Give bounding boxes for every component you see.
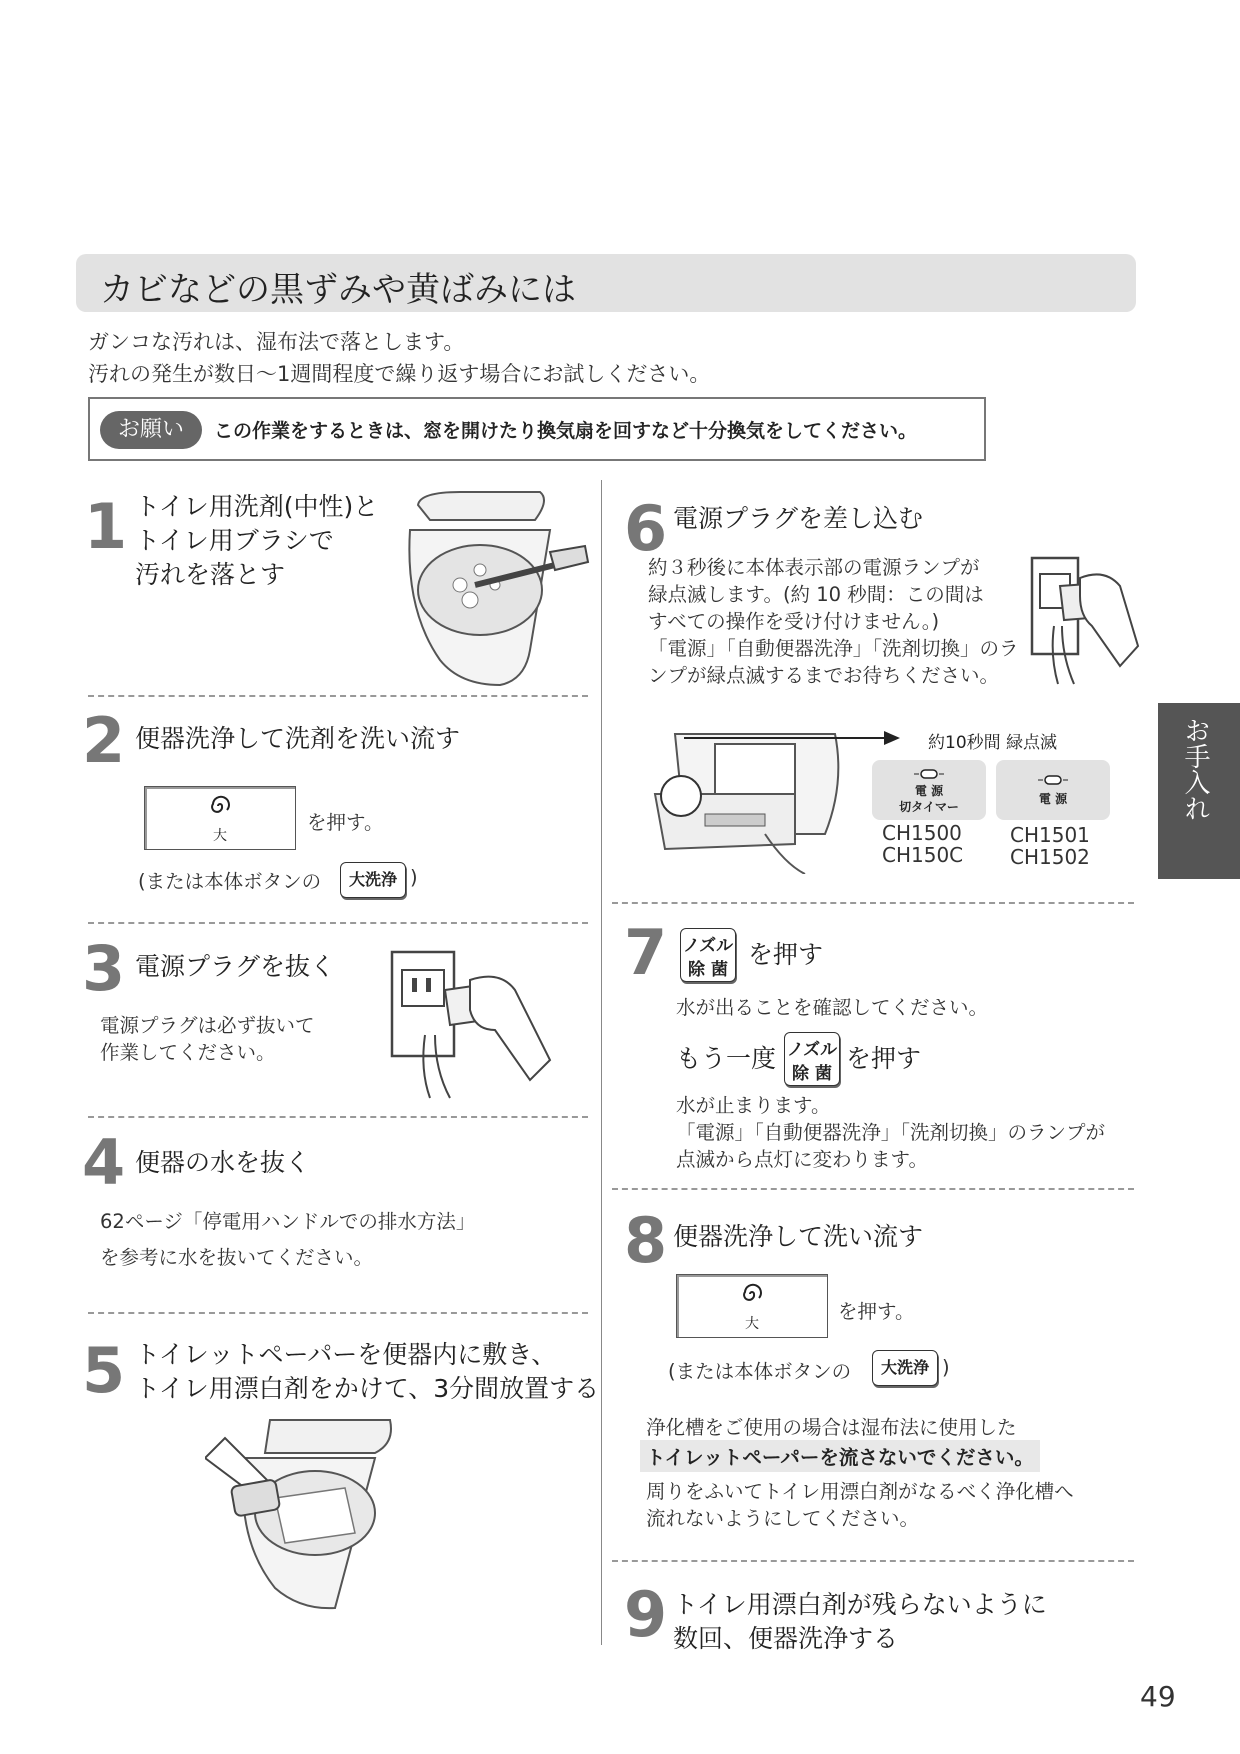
step-8-number: 8	[624, 1204, 668, 1277]
step-7-press: を押す	[748, 940, 824, 969]
section-title: カビなどの黒ずみや黄ばみには	[100, 270, 576, 310]
step-1-title	[135, 490, 378, 592]
step-7-body-line: 水が止まります。	[676, 1094, 831, 1117]
model-name: CH150C	[882, 843, 964, 867]
flush-large-label: 大	[213, 828, 227, 844]
step-6-body-line: ンプが緑点滅するまでお待ちください。	[648, 664, 1000, 687]
step-9-line: 数回、便器洗浄する	[673, 1624, 899, 1653]
column-divider	[601, 480, 602, 1645]
step-2-title: 便器洗浄して洗剤を洗い流す	[135, 724, 461, 753]
blink-duration-label: 約10秒間 緑点滅	[928, 733, 1058, 753]
step-4-title: 便器の水を抜く	[135, 1148, 311, 1177]
step-9-number: 9	[624, 1578, 668, 1651]
model-name: CH1501	[1010, 823, 1090, 847]
step-1-line: 汚れを落とす	[135, 560, 286, 589]
step-3-title: 電源プラグを抜く	[135, 952, 336, 981]
lamp-blink-icon	[912, 766, 946, 782]
step-5-line: トイレットペーパーを便器内に敷き、	[135, 1340, 557, 1369]
swirl-icon	[739, 1281, 765, 1307]
step-6-title: 電源プラグを差し込む	[673, 504, 924, 533]
step-6-body-line: 緑点滅します。(約 10 秒間：この間は	[648, 583, 984, 606]
flush-large-button[interactable]	[144, 786, 296, 850]
model-name: CH1502	[1010, 845, 1090, 869]
step-8-note-line: 流れないようにしてください。	[646, 1507, 920, 1530]
step-5-line: トイレ用漂白剤をかけて、3分間放置する	[135, 1374, 600, 1403]
model-name: CH1500	[882, 821, 962, 845]
notice-badge: お願い	[100, 411, 202, 449]
step-6-body	[648, 554, 1019, 689]
lamp-panel-ch1500	[872, 760, 986, 820]
lamp-1-top-label: 電 源	[914, 784, 944, 798]
body-large-flush-button[interactable]: 大洗浄	[340, 862, 406, 898]
step-divider	[88, 922, 588, 924]
swirl-icon	[207, 793, 233, 819]
step-divider	[88, 1312, 588, 1314]
lamp-1-bottom-label: 切タイマー	[899, 800, 959, 814]
step-3-body-line: 電源プラグは必ず抜いて	[100, 1014, 315, 1037]
step-1-line: トイレ用ブラシで	[135, 526, 334, 555]
step-6-body-line: すべての操作を受け付けません。)	[648, 610, 940, 633]
step-2-alt-text: (または本体ボタンの	[138, 870, 322, 893]
step-6-number: 6	[624, 492, 668, 565]
nozzle-button-bottom: 除 菌	[792, 1064, 832, 1084]
step-8-note-1: 浄化槽をご使用の場合は湿布法に使用した	[646, 1416, 1017, 1439]
lamp-2-label: 電 源	[1038, 792, 1068, 806]
step-9-title	[673, 1588, 1047, 1656]
step-1-number: 1	[84, 490, 128, 563]
step-8-note-2	[646, 1478, 1074, 1532]
step-divider	[88, 1116, 588, 1118]
step-8-warning: トイレットペーパーを流さないでください。	[640, 1440, 1040, 1472]
side-tab	[1158, 703, 1240, 879]
toilet-brush-illustration	[400, 490, 590, 690]
step-divider	[612, 1188, 1134, 1190]
step-6-body-line: 約３秒後に本体表示部の電源ランプが	[648, 556, 980, 579]
unplug-illustration	[390, 950, 560, 1100]
step-8-alt-close: )	[942, 1356, 950, 1379]
lamp-blink-icon	[1036, 772, 1070, 788]
step-4-body-ref: 62ページ「停電用ハンドルでの排水方法」	[100, 1210, 476, 1233]
intro-line-2: 汚れの発生が数日〜1週間程度で繰り返す場合にお試しください。	[88, 362, 711, 386]
nozzle-sterilize-button-again[interactable]	[784, 1032, 840, 1086]
step-7-body-line: 「電源」「自動便器洗浄」「洗剤切換」のランプが	[676, 1121, 1106, 1144]
step-8-title: 便器洗浄して洗い流す	[673, 1222, 924, 1251]
nozzle-button-top: ノズル	[682, 936, 734, 956]
step-7-body-line: 点滅から点灯に変わります。	[676, 1148, 928, 1171]
lamp-panel-ch1501	[996, 760, 1110, 820]
step-7-number: 7	[624, 916, 668, 989]
side-tab-label: お手入れ	[1180, 717, 1210, 821]
step-7-again-post: を押す	[846, 1044, 922, 1073]
notice-box	[88, 397, 986, 461]
step-9-line: トイレ用漂白剤が残らないように	[673, 1590, 1047, 1619]
step-5-title	[135, 1338, 599, 1406]
flush-large-button[interactable]	[676, 1274, 828, 1338]
notice-text: この作業をするときは、窓を開けたり換気扇を回すなど十分換気をしてください。	[214, 420, 918, 442]
step-4-body: を参考に水を抜いてください。	[100, 1246, 374, 1269]
model-list-2	[1010, 824, 1090, 868]
model-list-1	[882, 822, 963, 866]
flush-large-label: 大	[745, 1316, 759, 1332]
step-5-number: 5	[82, 1334, 126, 1407]
step-3-body-line: 作業してください。	[100, 1041, 276, 1064]
step-8-note-line: 周りをふいてトイレ用漂白剤がなるべく浄化槽へ	[646, 1480, 1074, 1503]
step-2-number: 2	[82, 704, 126, 777]
intro-line-1: ガンコな汚れは、湿布法で落とします。	[88, 330, 465, 354]
step-7-body-2	[676, 1092, 1105, 1173]
step-1-line: トイレ用洗剤(中性)と	[135, 492, 379, 521]
step-7-again-pre: もう一度	[676, 1044, 777, 1073]
step-3-body	[100, 1012, 315, 1066]
step-2-press-text: を押す。	[307, 811, 384, 834]
page-number: 49	[1140, 1680, 1176, 1713]
step-6-body-line: 「電源」「自動便器洗浄」「洗剤切換」のラ	[648, 637, 1019, 660]
bleach-illustration	[205, 1418, 400, 1613]
step-8-alt-text: (または本体ボタンの	[668, 1360, 852, 1383]
step-4-number: 4	[82, 1126, 126, 1199]
step-divider	[88, 695, 588, 697]
nozzle-sterilize-button[interactable]	[680, 928, 736, 982]
step-divider	[612, 902, 1134, 904]
body-large-flush-button[interactable]: 大洗浄	[872, 1350, 938, 1386]
step-2-alt-close: )	[410, 866, 418, 889]
plug-in-illustration	[1030, 556, 1140, 686]
step-3-number: 3	[82, 932, 126, 1005]
step-8-press-text: を押す。	[838, 1300, 915, 1323]
step-divider	[612, 1560, 1134, 1562]
section-title-bar	[76, 254, 1136, 312]
nozzle-button-top: ノズル	[786, 1040, 838, 1060]
arrow-right-icon	[684, 726, 904, 750]
step-7-body-1: 水が出ることを確認してください。	[676, 996, 989, 1019]
nozzle-button-bottom: 除 菌	[688, 960, 728, 980]
